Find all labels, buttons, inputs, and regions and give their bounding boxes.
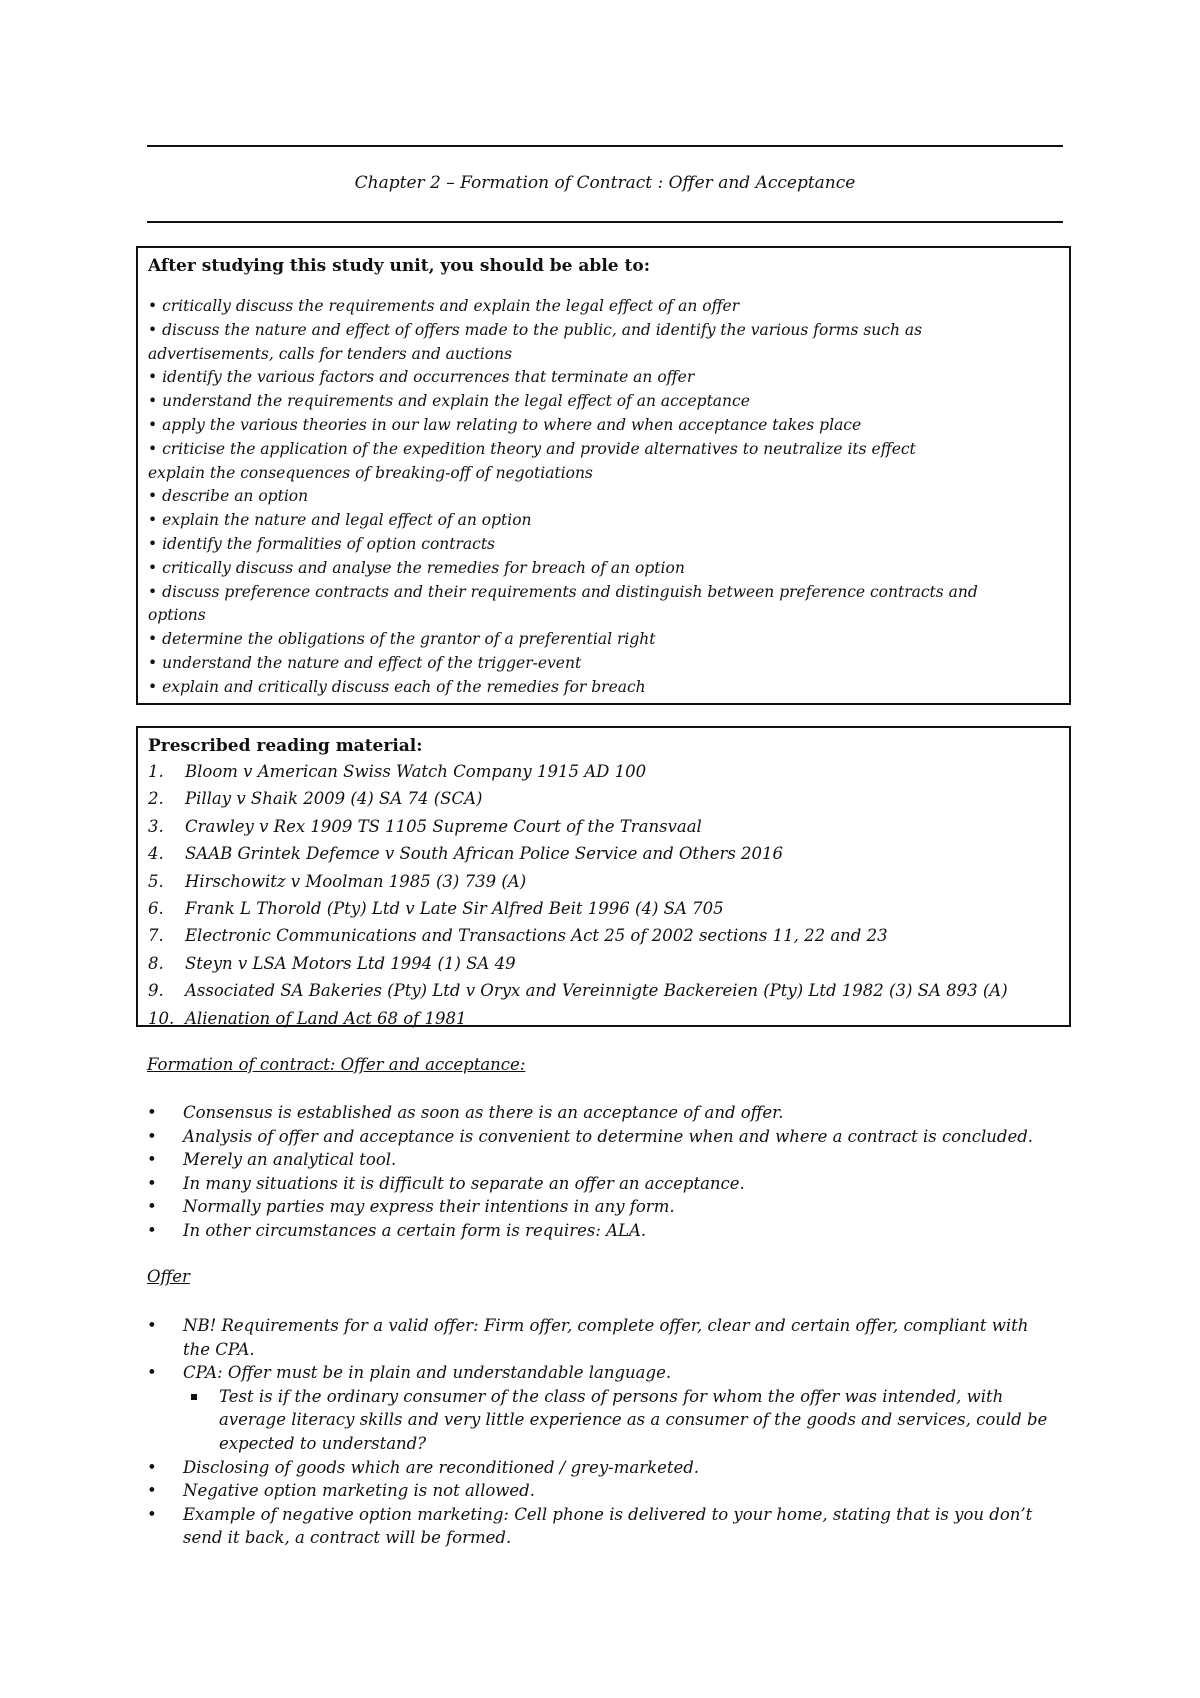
reading-text: Bloom v American Swiss Watch Company 1915 AD 100 (185, 762, 647, 781)
reading-item (148, 840, 1059, 867)
bullet-icon: • (147, 1220, 157, 1240)
list-item-text: CPA: Offer must be in plain and understandable language. (183, 1363, 672, 1383)
reading-number: 5. (148, 871, 164, 891)
reading-text: SAAB Grintek Defemce v South African Police Service and Others 2016 (185, 844, 784, 864)
reading-number: 4. (148, 844, 164, 864)
list-item-text: In many situations it is difficult to separate an offer an acceptance. (183, 1173, 745, 1193)
list-item-text: Merely an analytical tool. (183, 1150, 397, 1170)
list-item (147, 1479, 1057, 1503)
list-item (147, 1456, 1057, 1480)
reading-number: 1. (148, 762, 164, 781)
reading-text: Electronic Communications and Transactions Act 25 of 2002 sections 11, 22 and 23 (185, 926, 888, 946)
square-bullet-icon (191, 1394, 197, 1400)
spacer (148, 278, 1059, 295)
offer-list (147, 1314, 1057, 1550)
bullet-icon: • (147, 1363, 157, 1383)
reading-number: 10. (148, 1008, 175, 1028)
list-item-text: Consensus is established as soon as there is an acceptance of and offer. (183, 1103, 784, 1122)
objectives-heading: After studying this study unit, you should be able to: (148, 256, 650, 276)
list-item-text: NB! Requirements for a valid offer: Firm offer, complete offer, clear and certain offer, compliant with the CPA. (183, 1316, 1029, 1359)
reading-number: 3. (148, 816, 164, 836)
reading-list (148, 758, 1059, 1032)
reading-box (136, 726, 1071, 1027)
reading-text: Hirschowitz v Moolman 1985 (3) 739 (A) (185, 871, 527, 891)
objective-item: • understand the nature and effect of the trigger-event (148, 653, 582, 672)
bullet-icon: • (147, 1197, 157, 1217)
list-item (147, 1503, 1057, 1550)
objective-item: • discuss the nature and effect of offers made to the public, and identify the various forms such as (148, 320, 923, 339)
reading-item (148, 785, 1059, 812)
sub-list-item-text: Test is if the ordinary consumer of the class of persons for whom the offer was intended, with average literacy skills and very little experience as a consumer of the goods and services, could be expected to understand? (219, 1386, 1048, 1453)
reading-number: 2. (148, 789, 164, 809)
objective-item: • describe an option (148, 487, 309, 506)
reading-item (148, 1005, 1059, 1032)
objective-item: • determine the obligations of the grantor of a preferential right (148, 630, 656, 649)
objective-item: • discuss preference contracts and their requirements and distinguish between preference contracts and (148, 582, 978, 601)
top-rule (147, 145, 1063, 147)
bullet-icon: • (147, 1150, 157, 1170)
list-item (147, 1219, 1067, 1243)
sub-list (183, 1385, 1057, 1456)
formation-heading: Formation of contract: Offer and acceptance: (147, 1055, 526, 1074)
reading-text: Frank L Thorold (Pty) Ltd v Late Sir Alfred Beit 1996 (4) SA 705 (185, 899, 724, 919)
reading-text: Pillay v Shaik 2009 (4) SA 74 (SCA) (185, 789, 483, 809)
reading-number: 8. (148, 953, 164, 973)
reading-number: 6. (148, 899, 164, 919)
reading-number: 9. (148, 981, 164, 1001)
objectives-box (136, 246, 1071, 705)
list-item-text: Disclosing of goods which are reconditioned / grey-marketed. (183, 1457, 700, 1477)
list-item-text: Example of negative option marketing: Cell phone is delivered to your home, stating that is you don’t send it back, a contract will be formed. (183, 1504, 1033, 1548)
bullet-icon: • (147, 1173, 157, 1193)
bullet-icon: • (147, 1481, 157, 1501)
objective-item: • critically discuss the requirements and explain the legal effect of an offer (148, 297, 740, 315)
reading-item (148, 950, 1059, 977)
objective-item: advertisements, calls for tenders and auctions (148, 344, 513, 363)
list-item (147, 1172, 1067, 1196)
list-item (147, 1148, 1067, 1172)
reading-item (148, 868, 1059, 895)
list-item (147, 1314, 1057, 1361)
reading-number: 7. (148, 926, 164, 946)
bullet-icon: • (147, 1504, 157, 1524)
objectives-list (148, 295, 1059, 700)
reading-text: Crawley v Rex 1909 TS 1105 Supreme Court of the Transvaal (185, 816, 702, 836)
objective-item: • explain and critically discuss each of the remedies for breach (148, 677, 646, 696)
objective-item: • identify the formalities of option contracts (148, 534, 496, 553)
chapter-title: Chapter 2 – Formation of Contract : Offer and Acceptance (354, 173, 856, 193)
list-item (147, 1125, 1067, 1149)
reading-text: Steyn v LSA Motors Ltd 1994 (1) SA 49 (185, 953, 516, 973)
bullet-icon: • (147, 1457, 157, 1477)
list-item-text: Negative option marketing is not allowed. (183, 1481, 535, 1501)
objective-item: • apply the various theories in our law relating to where and when acceptance takes place (148, 415, 862, 434)
objective-item: options (148, 606, 206, 625)
reading-item (148, 895, 1059, 922)
reading-item (148, 977, 1059, 1004)
objective-item: • explain the nature and legal effect of an option (148, 511, 532, 530)
reading-item (148, 922, 1059, 949)
reading-item (148, 813, 1059, 840)
bullet-icon: • (147, 1103, 157, 1122)
list-item-text: In other circumstances a certain form is requires: ALA. (183, 1220, 647, 1240)
objective-item: explain the consequences of breaking-off of negotiations (148, 463, 593, 482)
reading-text: Associated SA Bakeries (Pty) Ltd v Oryx and Vereinnigte Backereien (Pty) Ltd 1982 (3) SA 893 (A) (185, 981, 1008, 1001)
reading-item (148, 758, 1059, 785)
bullet-icon: • (147, 1126, 157, 1146)
list-item (147, 1361, 1057, 1455)
list-item-text: Normally parties may express their intentions in any form. (183, 1197, 675, 1217)
title-bottom-rule (147, 221, 1063, 223)
list-item (147, 1195, 1067, 1219)
list-item (147, 1101, 1067, 1125)
reading-text: Alienation of Land Act 68 of 1981 (185, 1008, 467, 1028)
objective-item: • critically discuss and analyse the remedies for breach of an option (148, 558, 685, 577)
bullet-icon: • (147, 1316, 157, 1335)
list-item-text: Analysis of offer and acceptance is convenient to determine when and where a contract is concluded. (183, 1126, 1034, 1146)
sub-list-item (183, 1385, 1057, 1456)
objective-item: • identify the various factors and occurrences that terminate an offer (148, 368, 695, 387)
objective-item: • understand the requirements and explain the legal effect of an acceptance (148, 392, 750, 411)
reading-heading: Prescribed reading material: (148, 736, 423, 756)
formation-list (147, 1101, 1067, 1243)
objective-item: • criticise the application of the expedition theory and provide alternatives to neutralize its effect (148, 439, 916, 458)
offer-heading: Offer (147, 1267, 190, 1286)
